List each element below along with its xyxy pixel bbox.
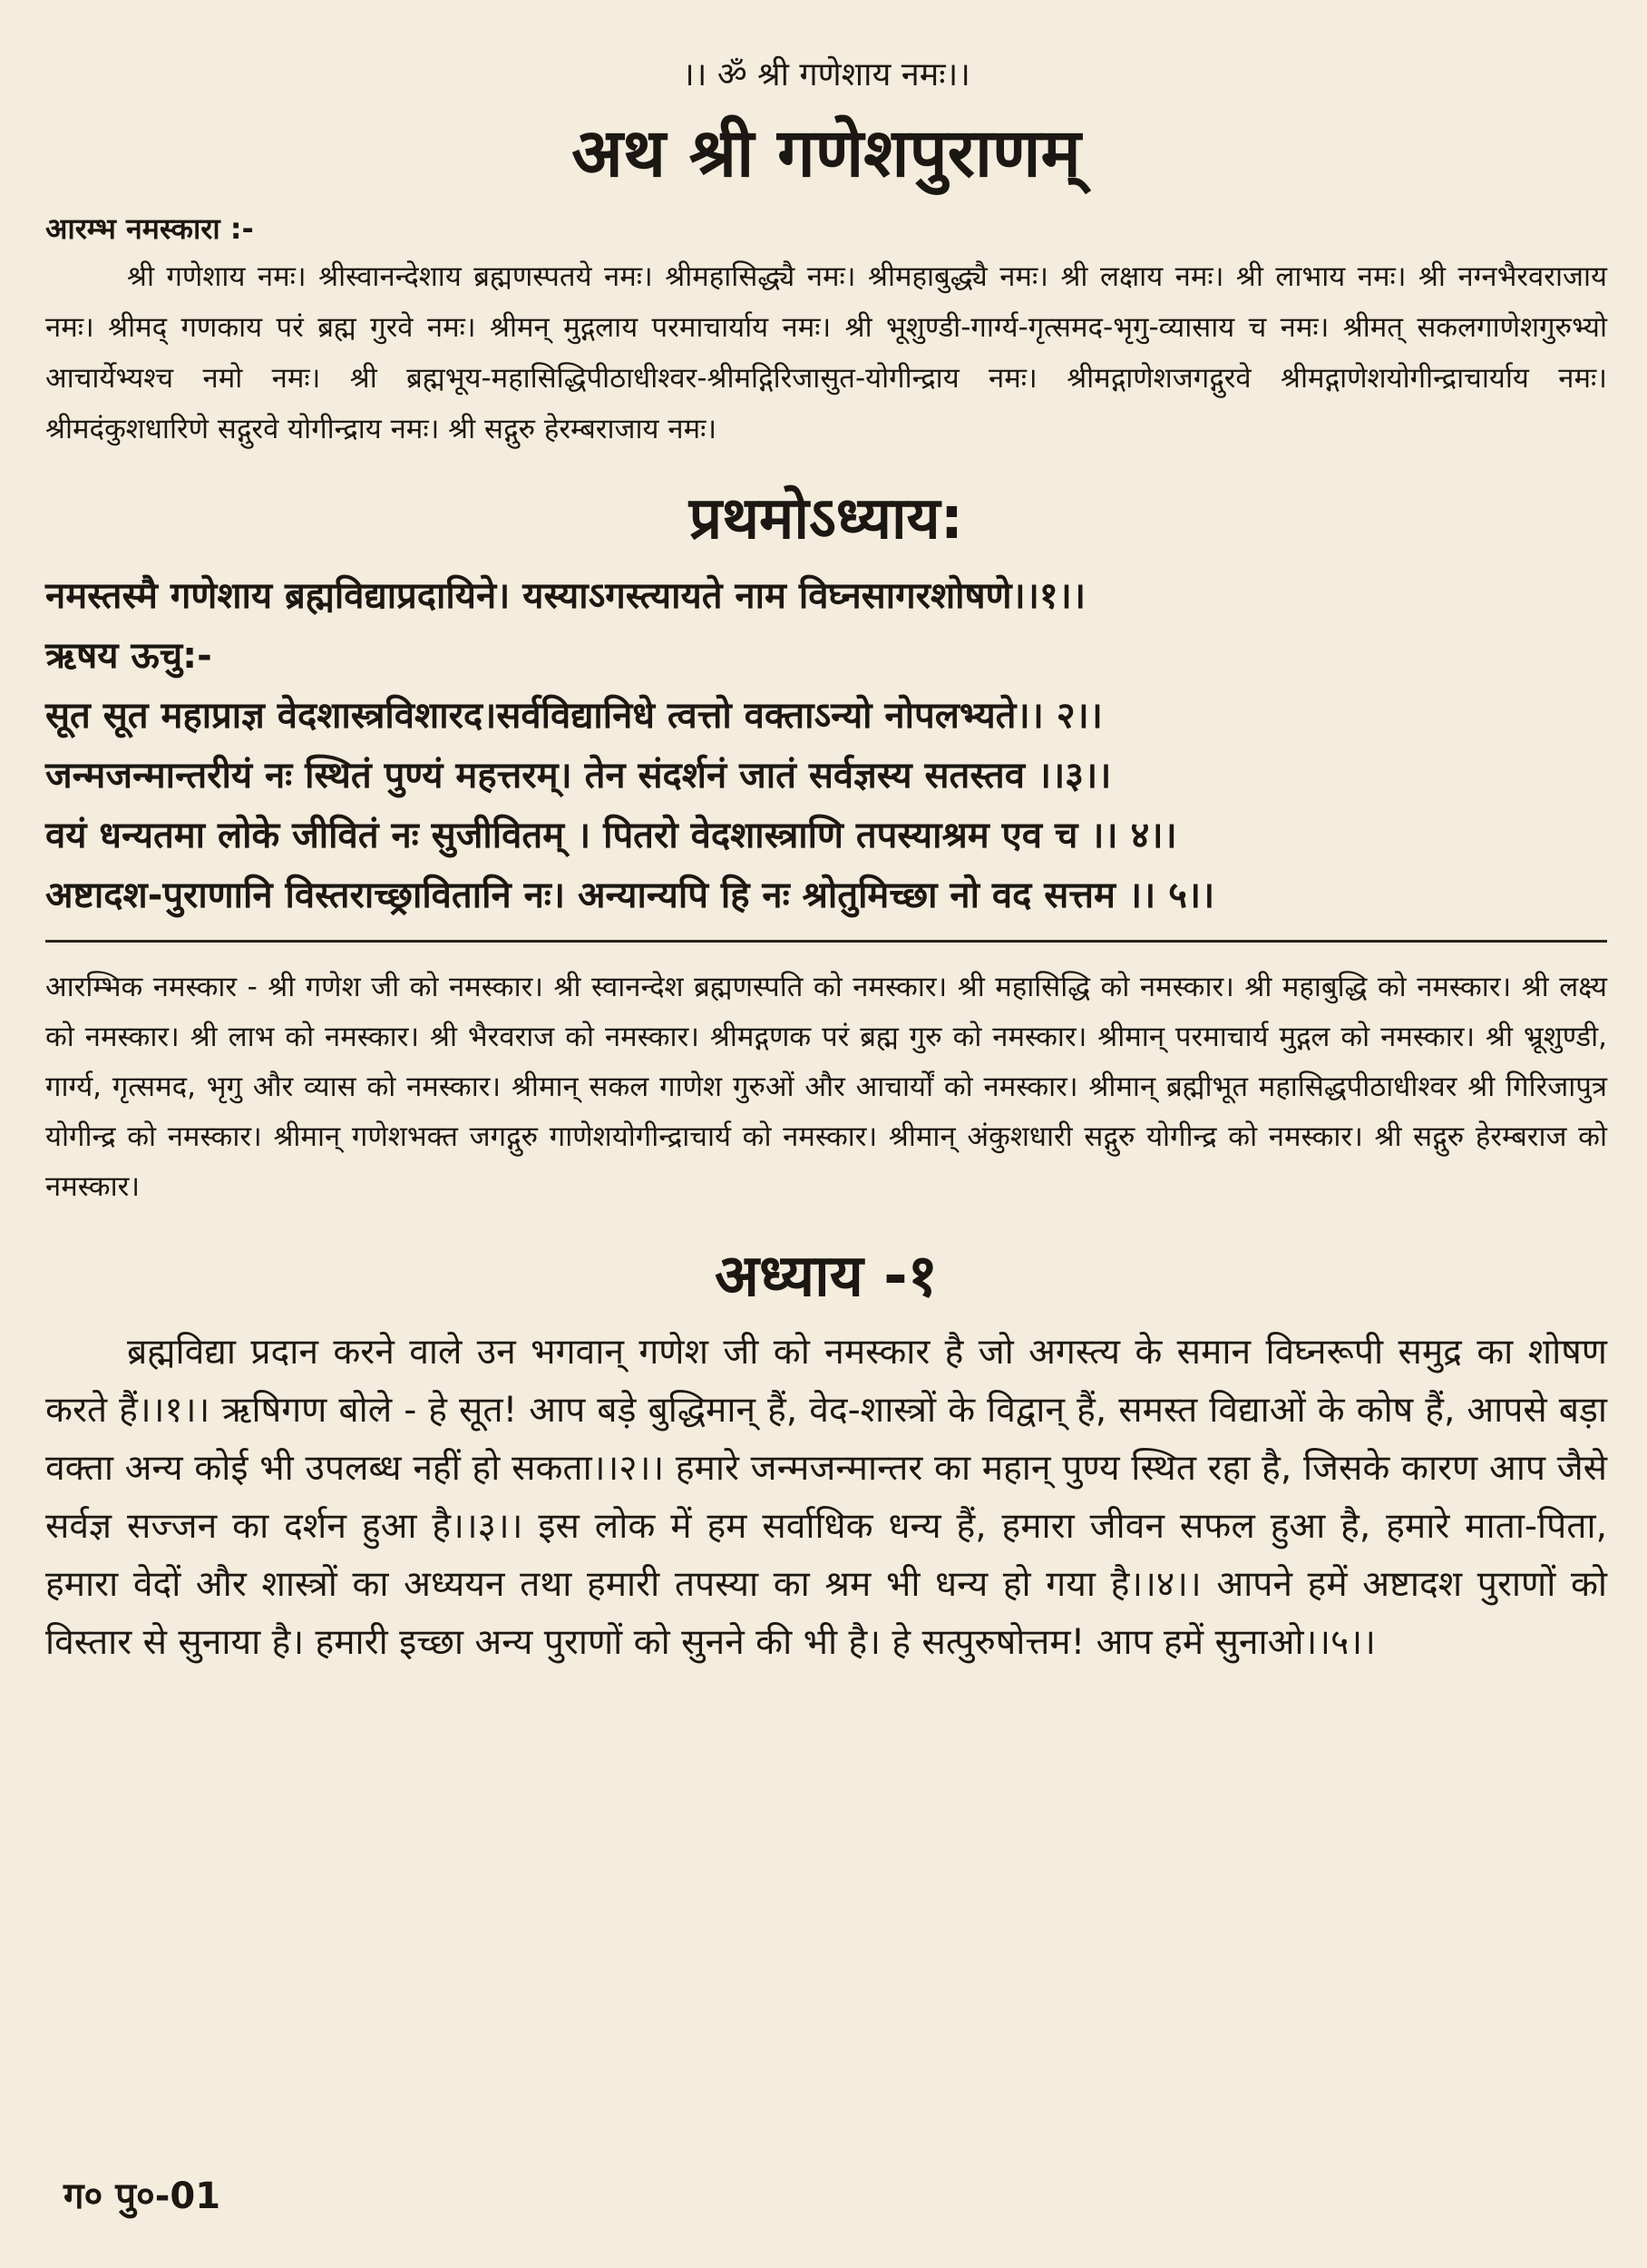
verse-line: अष्टादश-पुराणानि विस्तराच्छ्रावितानि नः। अन्यान्यपि हि नः श्रोतुमिच्छा नो वद सत्तम ।। ५।। [45, 875, 1215, 916]
chapter-heading: प्रथमोऽध्याय: [688, 485, 964, 552]
verse-line: वयं धन्यतमा लोके जीवितं नः सुजीवितम् । पितरो वेदशास्त्राणि तपस्याश्रम एव च ।। ४।। [45, 815, 1177, 856]
hindi-opening-translation: आरम्भिक नमस्कार - श्री गणेश जी को नमस्कार। श्री स्वानन्देश ब्रह्मणस्पति को नमस्कार। श्री महासिद्धि को नमस्कार। श्री महाबुद्धि को नमस्कार। श्री लक्ष्य को नमस्कार। श्री लाभ को नमस्कार। श्री भैरवराज को नमस्कार। श्रीमद्गणक परं ब्रह्म गुरु को नमस्कार। श्रीमान् परमाचार्य मुद्गल को नमस्कार। श्री भ्रूशुण्डी, गार्ग्य, गृत्समद, भृगु और व्यास को नमस्कार। श्रीमान् सकल गाणेश गुरुओं और आचार्यों को नमस्कार। श्रीमान् ब्रह्मीभूत महासिद्धपीठाधीश्वर श्री गिरिजापुत्र योगीन्द्र को नमस्कार। श्रीमान् गणेशभक्त जगद्गुरु गाणेशयोगीन्द्राचार्य को नमस्कार। श्रीमान् अंकुशधारी सद्गुरु योगीन्द्र को नमस्कार। श्री सद्गुरु हेरम्बराज को नमस्कार। [45, 971, 1607, 1203]
section-divider [45, 940, 1607, 943]
verse-speaker: ऋषय ऊचु:- [45, 635, 212, 677]
verse-line: जन्मजन्मान्तरीयं नः स्थितं पुण्यं महत्तरम्। तेन संदर्शनं जातं सर्वज्ञस्य सतस्तव ।।३।। [45, 755, 1112, 797]
invocation-line: ।। ॐ श्री गणेशाय नमः।। [682, 56, 970, 93]
opening-salutations: श्री गणेशाय नमः। श्रीस्वानन्देशाय ब्रह्मणस्पतये नमः। श्रीमहासिद्ध्यै नमः। श्रीमहाबुद्ध्यै नमः। श्री लक्षाय नमः। श्री लाभाय नमः। श्री नग्नभैरवराजाय नमः। श्रीमद् गणकाय परं ब्रह्म गुरवे नमः। श्रीमन् मुद्गलाय परमाचार्याय नमः। श्री भूशुण्डी-गार्ग्य-गृत्समद-भृगु-व्यासाय च नमः। श्रीमत् सकलगाणेशगुरुभ्यो आचार्येभ्यश्च नमो नमः। श्री ब्रह्मभूय-महासिद्धिपीठाधीश्वर-श्रीमद्गिरिजासुत-योगीन्द्राय नमः। श्रीमद्गाणेशजगद्गुरवे श्रीमद्गाणेशयोगीन्द्राचार्याय नमः। श्रीमदंकुशधारिणे सद्गुरवे योगीन्द्राय नमः। श्री सद्गुरु हेरम्बराजाय नमः। [45, 260, 1607, 445]
verse-line: नमस्तस्मै गणेशाय ब्रह्मविद्याप्रदायिने। यस्याऽगस्त्यायते नाम विघ्नसागरशोषणे।।१।। [45, 575, 1086, 617]
hindi-translation-body: ब्रह्मविद्या प्रदान करने वाले उन भगवान् गणेश जी को नमस्कार है जो अगस्त्य के समान विघ्नरूपी समुद्र का शोषण करते हैं।।१।। ऋषिगण बोले - हे सूत! आप बड़े बुद्धिमान् हैं, वेद-शास्त्रों के विद्वान् हैं, समस्त विद्याओं के कोष हैं, आपसे बड़ा वक्ता अन्य कोई भी उपलब्ध नहीं हो सकता।।२।। हमारे जन्मजन्मान्तर का महान् पुण्य स्थित रहा है, जिसके कारण आप जैसे सर्वज्ञ सज्जन का दर्शन हुआ है।।३।। इस लोक में हम सर्वाधिक धन्य हैं, हमारा जीवन सफल हुआ है, हमारे माता-पिता, हमारा वेदों और शास्त्रों का अध्ययन तथा हमारी तपस्या का श्रम भी धन्य हो गया है।।४।। आपने हमें अष्टादश पुराणों को विस्तार से सुनाया है। हमारी इच्छा अन्य पुराणों को सुनने की भी है। हे सत्पुरुषोत्तम! आप हमें सुनाओ।।५।। [45, 1332, 1607, 1663]
hindi-chapter-heading: अध्याय -१ [715, 1243, 938, 1310]
sanskrit-verses [45, 566, 1607, 925]
opening-label: आरम्भ नमस्कारा :- [45, 211, 254, 246]
verse-line: सूत सूत महाप्राज्ञ वेदशास्त्रविशारद।सर्वविद्यानिधे त्वत्तो वक्ताऽन्यो नोपलभ्यते।। २।। [45, 695, 1103, 737]
page-title: अथ श्री गणेशपुराणम् [571, 114, 1081, 192]
page-footer: ग० पु०-01 [63, 2175, 221, 2217]
